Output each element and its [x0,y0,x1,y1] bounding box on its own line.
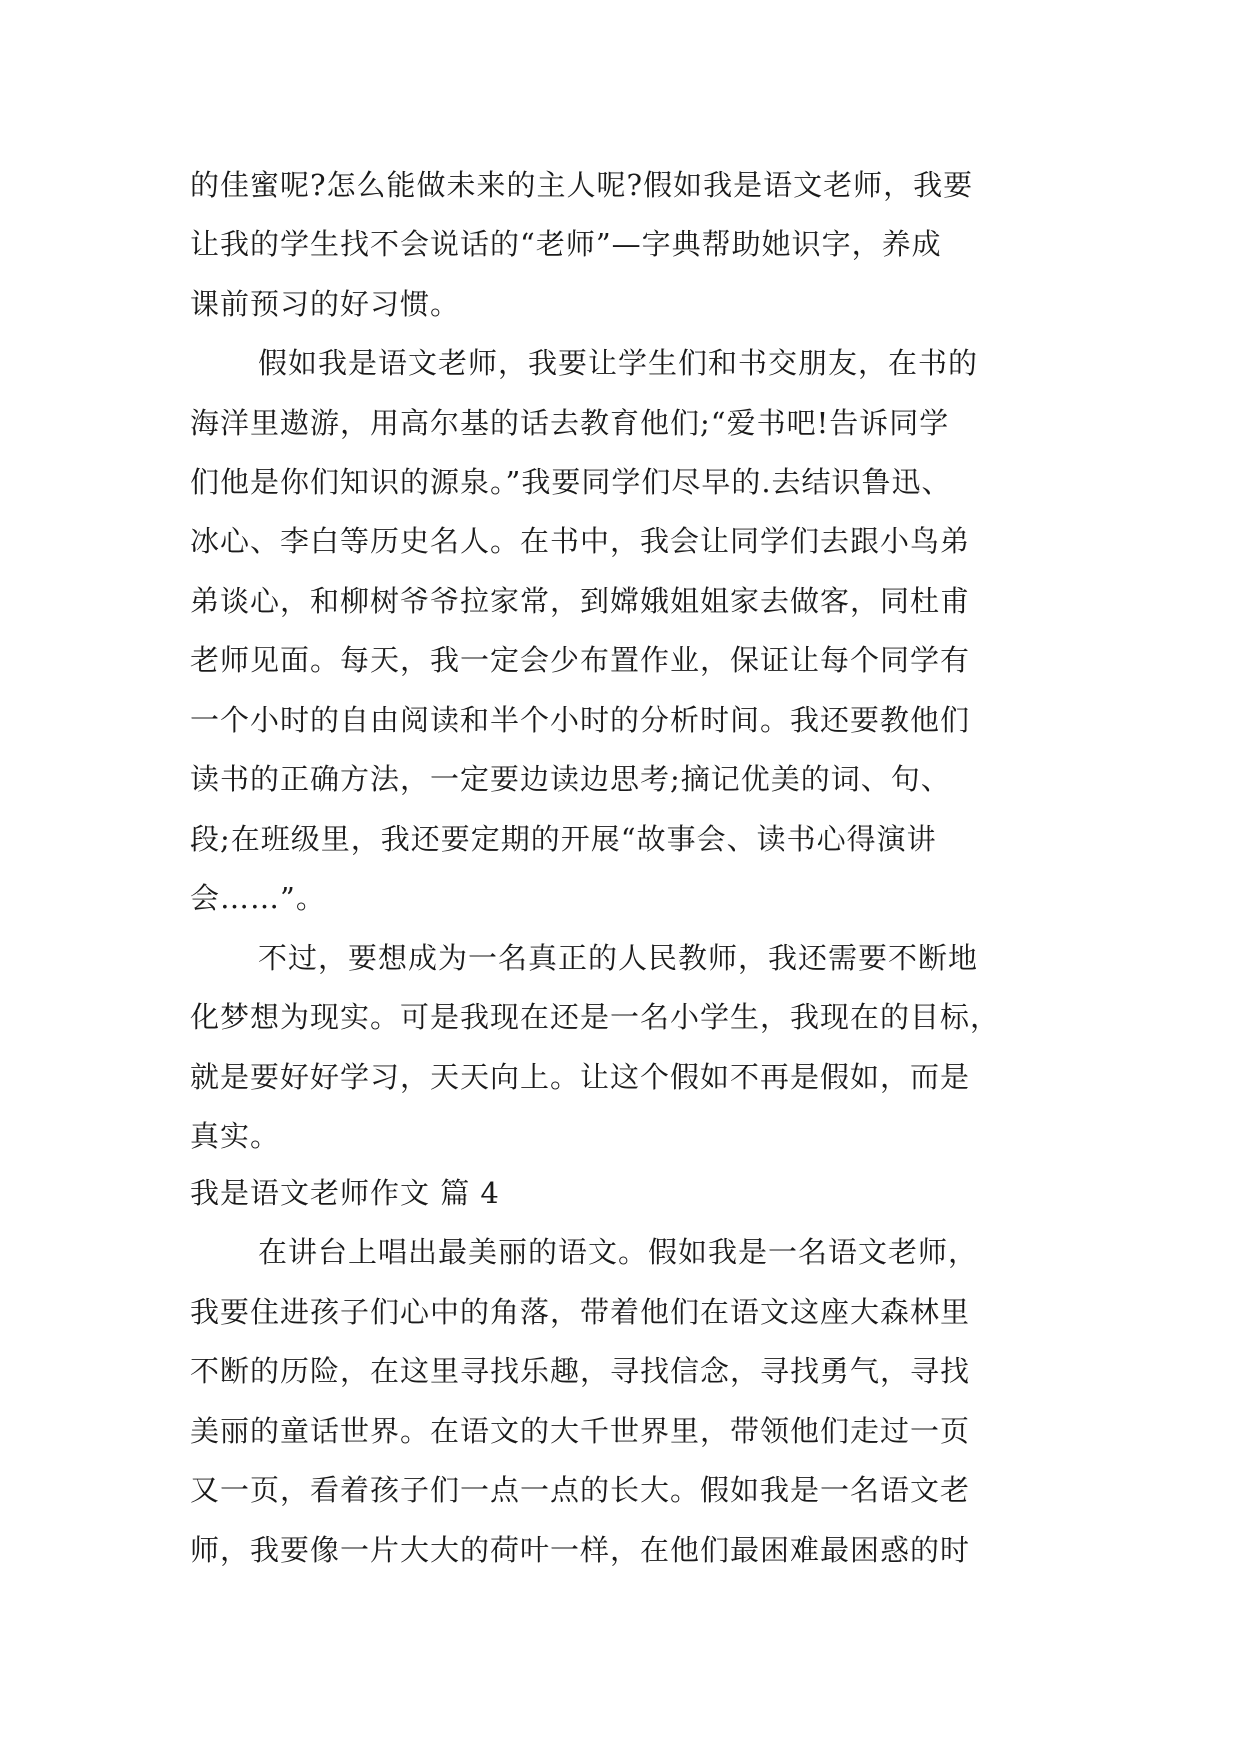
text-line: 师，我要像一片大大的荷叶一样，在他们最困难最困惑的时 [190,1533,971,1567]
text-line: 美丽的童话世界。在语文的大千世界里，带领他们走过一页 [190,1414,971,1448]
paragraph-first-line: 假如我是语文老师，我要让学生们和书交朋友，在书的 [258,346,979,380]
text-line: 老师见面。每天，我一定会少布置作业，保证让每个同学有 [190,643,971,677]
text-line: 真实。 [190,1119,281,1153]
text-line: 就是要好好学习，天天向上。让这个假如不再是假如，而是 [190,1060,971,1094]
text-line: 又一页，看着孩子们一点一点的长大。假如我是一名语文老 [190,1473,971,1507]
text-line: 弟谈心，和柳树爷爷拉家常，到嫦娥姐姐家去做客，同杜甫 [190,584,971,618]
section-heading: 我是语文老师作文 篇 4 [190,1176,500,1210]
text-line: 的佳蜜呢?怎么能做未来的主人呢?假如我是语文老师，我要 [190,168,974,202]
text-line: 不断的历险，在这里寻找乐趣，寻找信念，寻找勇气，寻找 [190,1354,971,1388]
text-line: 会……”。 [190,881,326,915]
text-line: 们他是你们知识的源泉。”我要同学们尽早的.去结识鲁迅、 [190,465,952,499]
text-line: 一个小时的自由阅读和半个小时的分析时间。我还要教他们 [190,703,971,737]
text-line: 化梦想为现实。可是我现在还是一名小学生，我现在的目标， [190,1000,1001,1034]
paragraph-first-line: 在讲台上唱出最美丽的语文。假如我是一名语文老师， [258,1235,979,1269]
text-line: 让我的学生找不会说话的“老师”—字典帮助她识字，养成 [190,227,942,261]
paragraph-first-line: 不过，要想成为一名真正的人民教师，我还需要不断地 [258,941,979,975]
text-line: 段;在班级里，我还要定期的开展“故事会、读书心得演讲 [190,822,937,856]
text-line: 我要住进孩子们心中的角落，带着他们在语文这座大森林里 [190,1295,971,1329]
text-line: 冰心、李白等历史名人。在书中，我会让同学们去跟小鸟弟 [190,524,971,558]
text-line: 读书的正确方法，一定要边读边思考;摘记优美的词、句、 [190,762,951,796]
text-line: 课前预习的好习惯。 [190,287,461,321]
text-line: 海洋里遨游，用高尔基的话去教育他们;“爱书吧!告诉同学 [190,406,950,440]
